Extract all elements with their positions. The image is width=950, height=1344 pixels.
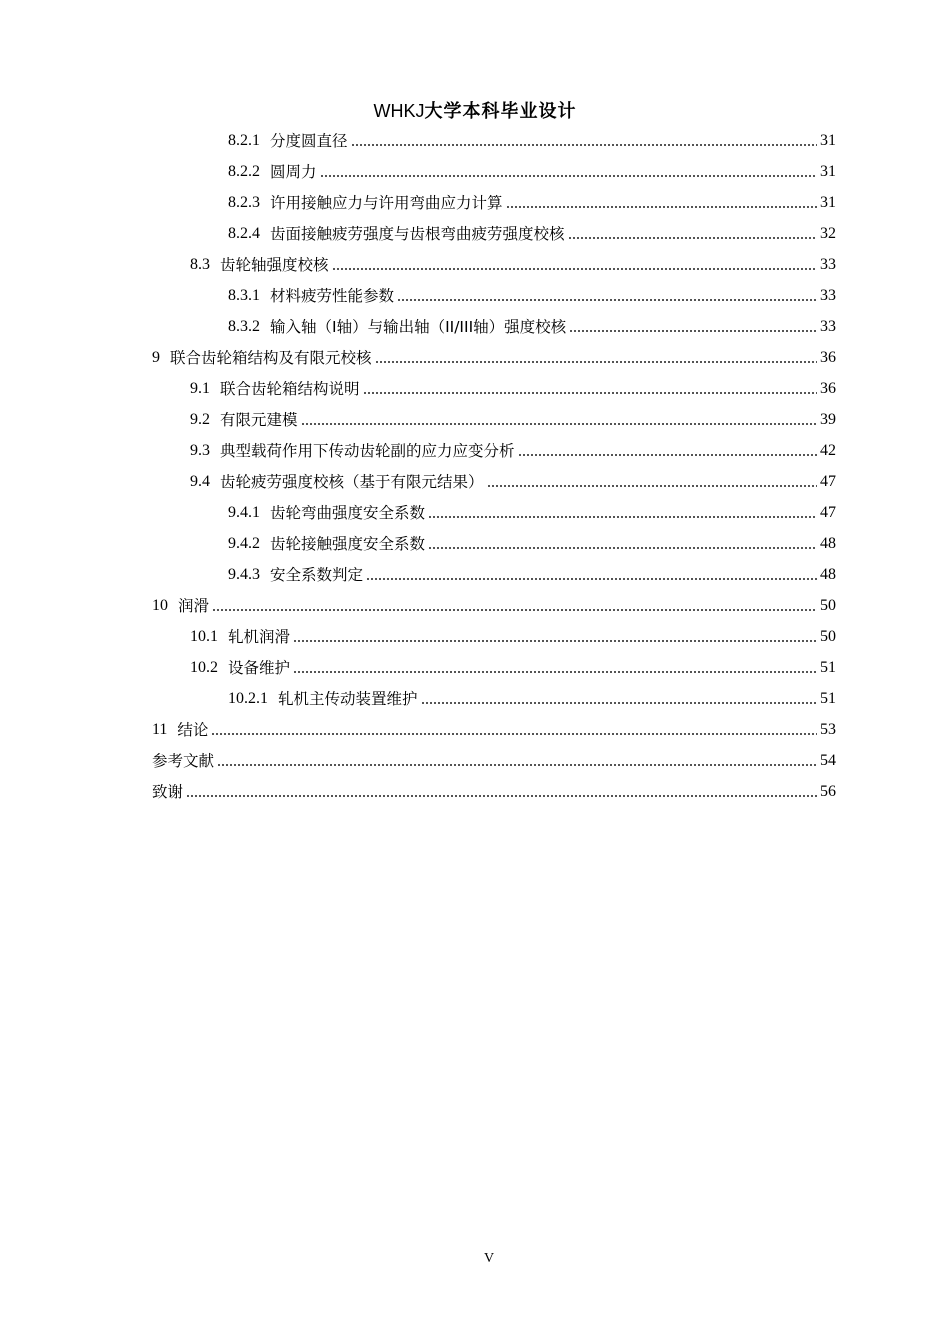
toc-entry[interactable]: [152, 776, 836, 807]
toc-entry-title: 有限元建模: [220, 410, 298, 429]
toc-entry-title: 圆周力: [270, 162, 317, 181]
header-latin: WHKJ: [373, 101, 425, 121]
toc-entry[interactable]: [228, 497, 836, 528]
toc-entry-number: 9.4.2: [228, 534, 260, 552]
dot-leader: [397, 299, 817, 301]
dot-leader: [293, 640, 817, 642]
toc-entry[interactable]: [190, 249, 836, 280]
toc-entry[interactable]: [228, 559, 836, 590]
toc-entry-number: 8.3.2: [228, 317, 260, 335]
toc-entry[interactable]: [228, 280, 836, 311]
page-number: V: [483, 1251, 495, 1266]
toc-entry-number: 8.2.4: [228, 224, 260, 242]
dot-leader: [518, 454, 817, 456]
toc-entry-title: 分度圆直径: [270, 131, 348, 150]
toc-entry-title: 设备维护: [228, 658, 291, 677]
toc-entry[interactable]: [190, 621, 836, 652]
toc-entry-page: 31: [820, 193, 836, 211]
header-title: 大学本科毕业设计: [424, 101, 577, 122]
toc-entry-page: 32: [820, 224, 836, 242]
dot-leader: [320, 175, 817, 177]
toc-entry[interactable]: [190, 373, 836, 404]
toc-entry-page: 48: [820, 534, 836, 552]
dot-leader: [428, 547, 817, 549]
toc-entry-page: 39: [820, 410, 836, 428]
toc-entry[interactable]: [190, 435, 836, 466]
toc-entry[interactable]: [228, 156, 836, 187]
toc-entry-number: 10.2.1: [228, 689, 268, 707]
dot-leader: [293, 671, 817, 673]
toc-entry-number: 8.2.1: [228, 131, 260, 149]
toc-entry-number: 9: [152, 348, 160, 366]
toc-entry-page: 36: [820, 348, 836, 366]
toc-entry-number: 10.2: [190, 658, 218, 676]
toc-entry-title: 齿轮接触强度安全系数: [270, 534, 426, 553]
toc-entry-number: 11: [152, 720, 168, 738]
toc-entry-number: 8.3.1: [228, 286, 260, 304]
toc-entry-number: 9.4.3: [228, 565, 260, 583]
toc-entry-title: 典型载荷作用下传动齿轮副的应力应变分析: [220, 441, 515, 460]
toc-entry[interactable]: [228, 125, 836, 156]
toc-entry-page: 50: [820, 596, 836, 614]
dot-leader: [568, 237, 817, 239]
toc-entry-page: 50: [820, 627, 836, 645]
dot-leader: [428, 516, 817, 518]
dot-leader: [421, 702, 817, 704]
toc-entry-title: 轧机主传动装置维护: [278, 689, 418, 708]
dot-leader: [301, 423, 817, 425]
toc-entry-number: 9.1: [190, 379, 210, 397]
dot-leader: [332, 268, 817, 270]
toc-entry-title: 齿面接触疲劳强度与齿根弯曲疲劳强度校核: [270, 224, 565, 243]
toc-entry-number: 9.3: [190, 441, 210, 459]
toc-entry[interactable]: [190, 466, 836, 497]
toc-entry[interactable]: [228, 311, 836, 342]
page-header: [0, 99, 950, 124]
toc-entry-page: 36: [820, 379, 836, 397]
toc-entry-page: 31: [820, 131, 836, 149]
toc-entry-number: 9.4.1: [228, 503, 260, 521]
toc-entry-title: 联合齿轮箱结构及有限元校核: [170, 348, 372, 367]
toc-entry-title: 齿轮轴强度校核: [220, 255, 329, 274]
dot-leader: [351, 144, 817, 146]
toc-entry[interactable]: [228, 683, 836, 714]
toc-entry-title: 齿轮弯曲强度安全系数: [270, 503, 426, 522]
toc-entry-page: 47: [820, 472, 836, 490]
toc-entry-page: 47: [820, 503, 836, 521]
toc-entry-page: 51: [820, 689, 836, 707]
dot-leader: [375, 361, 817, 363]
toc-entry-title: 齿轮疲劳强度校核（基于有限元结果）: [220, 472, 484, 491]
toc-entry-title: 安全系数判定: [270, 565, 364, 584]
toc-entry-page: 48: [820, 565, 836, 583]
dot-leader: [569, 330, 817, 332]
dot-leader: [506, 206, 817, 208]
toc-entry[interactable]: [152, 714, 836, 745]
toc-entry-title: 轧机润滑: [228, 627, 291, 646]
toc-entry[interactable]: [228, 187, 836, 218]
toc-entry-number: 8.3: [190, 255, 210, 273]
toc-entry-title: 结论: [177, 720, 209, 739]
toc-entry-title: 联合齿轮箱结构说明: [220, 379, 360, 398]
toc-entry-page: 33: [820, 286, 836, 304]
toc-entry-page: 33: [820, 255, 836, 273]
toc-entry-title: 输入轴（I轴）与输出轴（II/III轴）强度校核: [270, 317, 567, 336]
toc-entry-page: 53: [820, 720, 836, 738]
toc-entry[interactable]: [190, 404, 836, 435]
toc-entry-title: 材料疲劳性能参数: [270, 286, 395, 305]
dot-leader: [211, 733, 817, 735]
toc-entry-page: 31: [820, 162, 836, 180]
toc-entry[interactable]: [228, 218, 836, 249]
dot-leader: [186, 795, 817, 797]
dot-leader: [363, 392, 817, 394]
toc-entry-title: 润滑: [178, 596, 210, 615]
toc-entry-title: 许用接触应力与许用弯曲应力计算: [270, 193, 503, 212]
toc-entry-number: 8.2.2: [228, 162, 260, 180]
toc-entry-number: 9.2: [190, 410, 210, 428]
toc-entry[interactable]: [152, 342, 836, 373]
toc-entry-number: 9.4: [190, 472, 210, 490]
dot-leader: [366, 578, 817, 580]
dot-leader: [487, 485, 817, 487]
toc-entry-number: 10: [152, 596, 168, 614]
toc-entry[interactable]: [152, 590, 836, 621]
dot-leader: [217, 764, 817, 766]
toc-entry-page: 51: [820, 658, 836, 676]
toc-entry-page: 42: [820, 441, 836, 459]
toc-entry-page: 54: [820, 751, 836, 769]
toc-entry-title: 参考文献: [152, 751, 215, 770]
toc-entry-page: 56: [820, 782, 836, 800]
toc-entry-number: 8.2.3: [228, 193, 260, 211]
toc-entry[interactable]: [152, 745, 836, 776]
toc-entry[interactable]: [190, 652, 836, 683]
toc-entry-number: 10.1: [190, 627, 218, 645]
toc-entry[interactable]: [228, 528, 836, 559]
dot-leader: [212, 609, 817, 611]
toc-entry-page: 33: [820, 317, 836, 335]
toc-entry-title: 致谢: [152, 782, 184, 801]
